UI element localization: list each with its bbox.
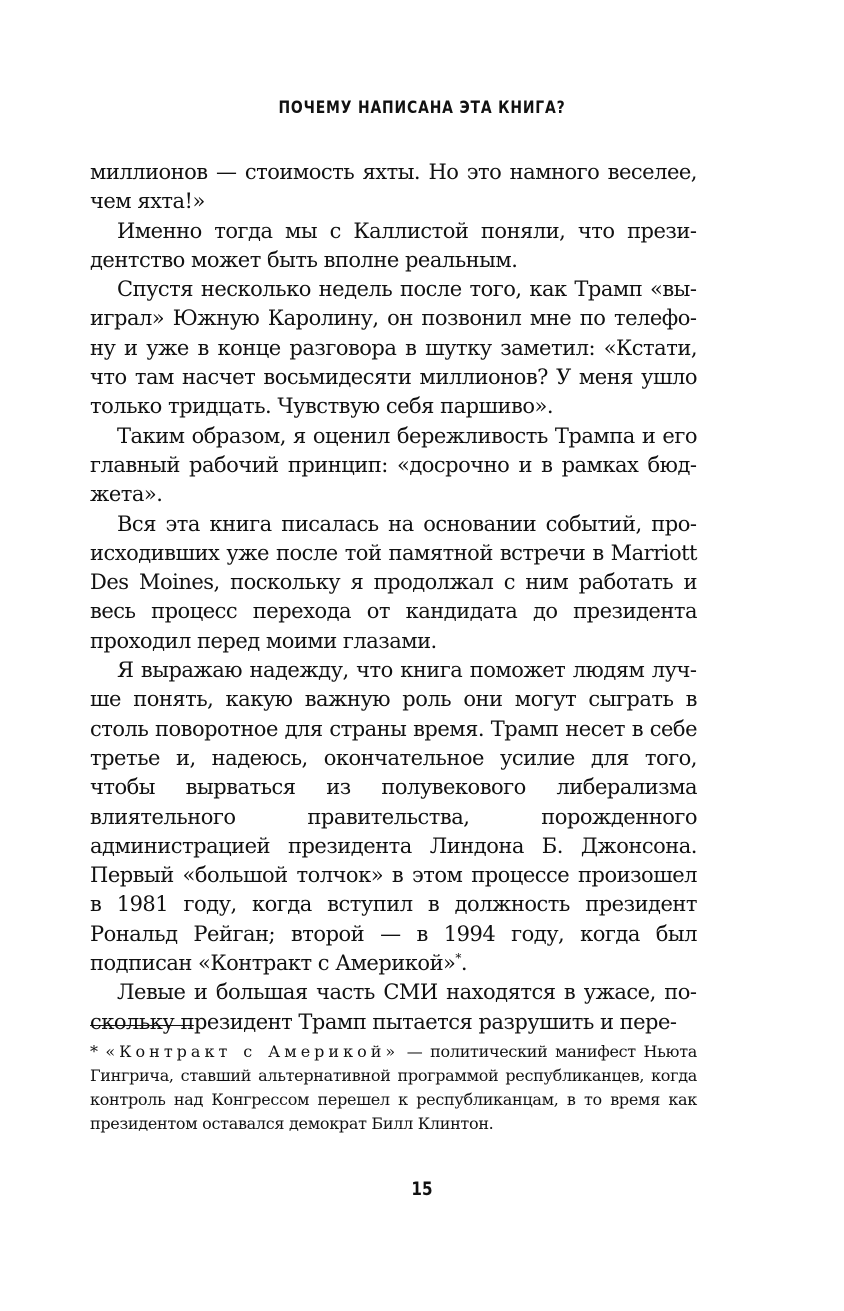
footnote-term: «Контракт с Америкой» bbox=[105, 1042, 400, 1061]
footnote-marker: * bbox=[90, 1042, 98, 1061]
footnote-reference: * bbox=[455, 951, 461, 966]
paragraph: Именно тогда мы с Каллистой поняли, что президентство может быть вполне реальным. bbox=[90, 218, 697, 272]
paragraph-with-footnote-ref bbox=[90, 656, 697, 978]
footnote-divider bbox=[90, 1025, 194, 1026]
paragraph: Таким образом, я оценил бережливость Трампа и его главный рабочий принцип: «досрочно и в рамках бюджета». bbox=[90, 423, 697, 507]
paragraph: миллионов — стоимость яхты. Но это намного веселее, чем яхта!» bbox=[90, 160, 697, 214]
paragraph-text: Я выражаю надежду, что книга поможет людям лучше понять, какую важную роль они могут сыграть в столь поворотное для страны время. Трамп несет в себе третье и, надеюсь, окончательное усилие для того, чтобы вырваться из полувекового либерализма влиятельного правительства, порожденного администрацией президента Линдона Б. Джонсона. Первый «большой толчок» в этом процессе произошел в 1981 году, когда вступил в должность президент Рональд Рейган; второй — в 1994 году, когда был подписан «Контракт с Америкой» bbox=[90, 658, 697, 976]
body-text bbox=[90, 158, 697, 1037]
running-head: ПОЧЕМУ НАПИСАНА ЭТА КНИГА? bbox=[278, 98, 566, 118]
paragraph-end: . bbox=[460, 951, 468, 976]
paragraph: Левые и большая часть СМИ находятся в ужасе, поскольку президент Трамп пытается разрушить и пере- bbox=[90, 980, 697, 1034]
footnote bbox=[90, 1040, 697, 1136]
footnote-text: — политический манифест Ньюта Гингрича, ставший альтернативной программой республиканцев, когда контроль над Конгрессом перешел к республиканцам, в то время как президентом оставался демократ Билл Клинтон. bbox=[90, 1042, 697, 1133]
paragraph: Спустя несколько недель после того, как Трамп «выиграл» Южную Каролину, он позвонил мне по телефону и уже в конце разговора в шутку заметил: «Кстати, что там насчет восьмидесяти миллионов? У меня ушло только тридцать. Чувствую себя паршиво». bbox=[90, 277, 697, 419]
page-number: 15 bbox=[411, 1178, 433, 1200]
paragraph: Вся эта книга писалась на основании событий, происходивших уже после той памятной встречи в Marriott Des Moines, поскольку я продолжал с ним работать и весь процесс перехода от кандидата до президента проходил перед моими глазами. bbox=[90, 511, 697, 653]
